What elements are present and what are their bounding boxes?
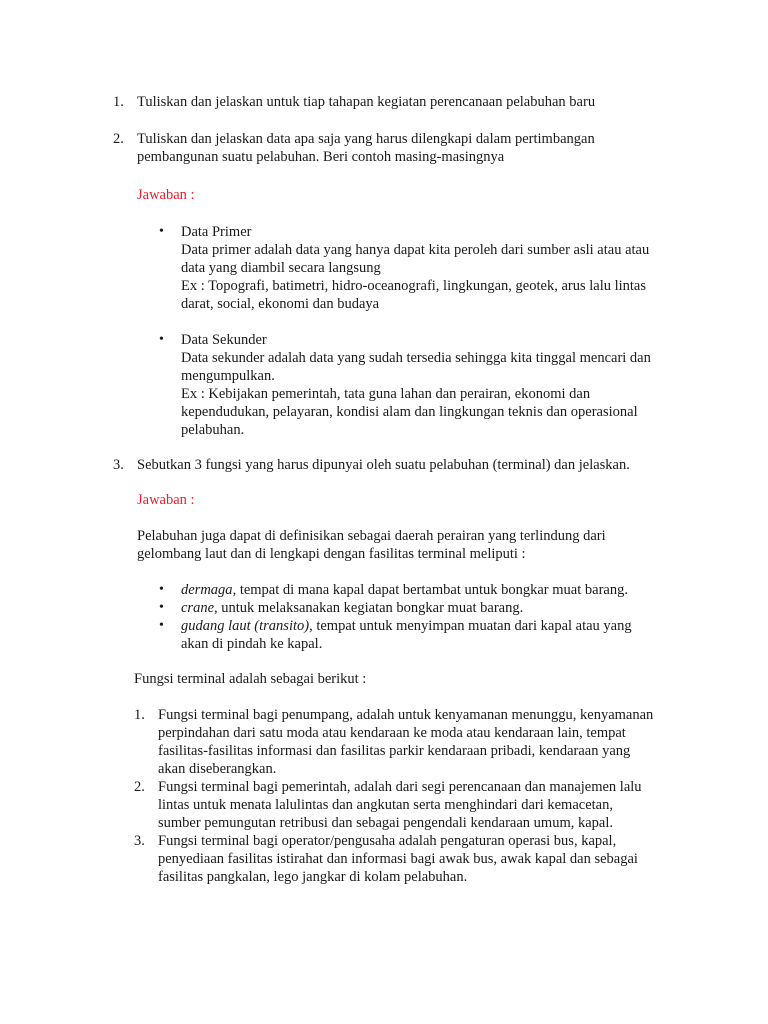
facility-desc: , tempat untuk menyimpan muatan dari kapal atau yang — [309, 618, 632, 634]
function-line: Fungsi terminal bagi penumpang, adalah untuk kenyamanan menunggu, kenyamanan — [158, 707, 654, 723]
function-item — [158, 778, 642, 832]
data-sekunder-line: kependudukan, pelayaran, kondisi alam dan lingkungan teknis dan operasional — [181, 404, 638, 420]
data-primer-item — [181, 223, 649, 313]
function-number: 3. — [134, 833, 145, 849]
facility-item — [181, 599, 523, 617]
data-primer-line: Ex : Topografi, batimetri, hidro-oceanografi, lingkungan, geotek, arus lalu lintas — [181, 278, 647, 294]
q3-intro — [137, 527, 606, 563]
facility-continuation: akan di pindah ke kapal. — [181, 636, 323, 652]
function-number: 2. — [134, 779, 145, 795]
q2-line: pembangunan suatu pelabuhan. Beri contoh masing-masingnya — [137, 149, 505, 165]
data-primer-line: Data primer adalah data yang hanya dapat kita peroleh dari sumber asli atau atau — [181, 242, 650, 258]
function-line: fasilitas-fasilitas informasi dan fasilitas parkir kendaraan pribadi, kendaraan yang — [158, 743, 631, 759]
data-primer-line: darat, social, ekonomi dan budaya — [181, 296, 380, 312]
facility-desc: , tempat di mana kapal dapat bertambat untuk bongkar muat barang. — [232, 582, 628, 598]
data-sekunder-line: mengumpulkan. — [181, 368, 275, 384]
q2-answer-label: Jawaban : — [137, 187, 195, 203]
function-line: perpindahan dari satu moda atau kendaraan ke moda atau kendaraan lain, tempat — [158, 725, 626, 741]
facility-term: crane — [181, 600, 215, 616]
data-sekunder-title: Data Sekunder — [181, 332, 267, 348]
bullet-icon: • — [159, 224, 164, 239]
data-primer-line: data yang diambil secara langsung — [181, 260, 381, 276]
q3-answer-label: Jawaban : — [137, 492, 195, 508]
facility-item — [181, 581, 628, 599]
q1-text: Tuliskan dan jelaskan untuk tiap tahapan kegiatan perencanaan pelabuhan baru — [137, 94, 596, 110]
function-item — [158, 706, 653, 778]
q3-intro-line: gelombang laut dan di lengkapi dengan fasilitas terminal meliputi : — [137, 546, 526, 562]
functions-heading: Fungsi terminal adalah sebagai berikut : — [134, 671, 367, 687]
data-sekunder-item — [181, 331, 651, 439]
data-sekunder-line: pelabuhan. — [181, 422, 245, 438]
function-line: lintas untuk menata lalulintas dan angkutan serta menghindari dari kemacetan, — [158, 797, 613, 813]
function-line: sumber pemungutan retribusi dan sebagai pengendali kendaraan umum, kapal. — [158, 815, 613, 831]
data-sekunder-line: Ex : Kebijakan pemerintah, tata guna lahan dan perairan, ekonomi dan — [181, 386, 591, 402]
function-number: 1. — [134, 707, 145, 723]
function-line: Fungsi terminal bagi pemerintah, adalah dari segi perencanaan dan manajemen lalu — [158, 779, 642, 795]
facility-desc: , untuk melaksanakan kegiatan bongkar muat barang. — [214, 600, 524, 616]
function-line: Fungsi terminal bagi operator/pengusaha adalah pengaturan operasi bus, kapal, — [158, 833, 617, 849]
bullet-icon: • — [159, 600, 164, 615]
bullet-icon: • — [159, 332, 164, 347]
q2-line: Tuliskan dan jelaskan data apa saja yang harus dilengkapi dalam pertimbangan — [137, 131, 595, 147]
bullet-icon: • — [159, 618, 164, 633]
facility-item — [181, 617, 632, 653]
facility-term: gudang laut (transito) — [181, 618, 310, 634]
function-item — [158, 832, 638, 886]
data-sekunder-line: Data sekunder adalah data yang sudah tersedia sehingga kita tinggal mencari dan — [181, 350, 651, 366]
q3-intro-line: Pelabuhan juga dapat di definisikan sebagai daerah perairan yang terlindung dari — [137, 528, 606, 544]
q1-number: 1. — [113, 94, 124, 110]
function-line: akan diseberangkan. — [158, 761, 277, 777]
data-primer-title: Data Primer — [181, 224, 252, 240]
q3-number: 3. — [113, 457, 124, 473]
q2-text — [137, 130, 595, 166]
bullet-icon: • — [159, 582, 164, 597]
q3-text: Sebutkan 3 fungsi yang harus dipunyai oleh suatu pelabuhan (terminal) dan jelaskan. — [137, 457, 630, 473]
q2-number: 2. — [113, 131, 124, 147]
function-line: fasilitas pangkalan, lego jangkar di kolam pelabuhan. — [158, 869, 468, 885]
facility-term: dermaga — [181, 582, 233, 598]
function-line: penyediaan fasilitas istirahat dan informasi bagi awak bus, awak kapal dan sebagai — [158, 851, 638, 867]
